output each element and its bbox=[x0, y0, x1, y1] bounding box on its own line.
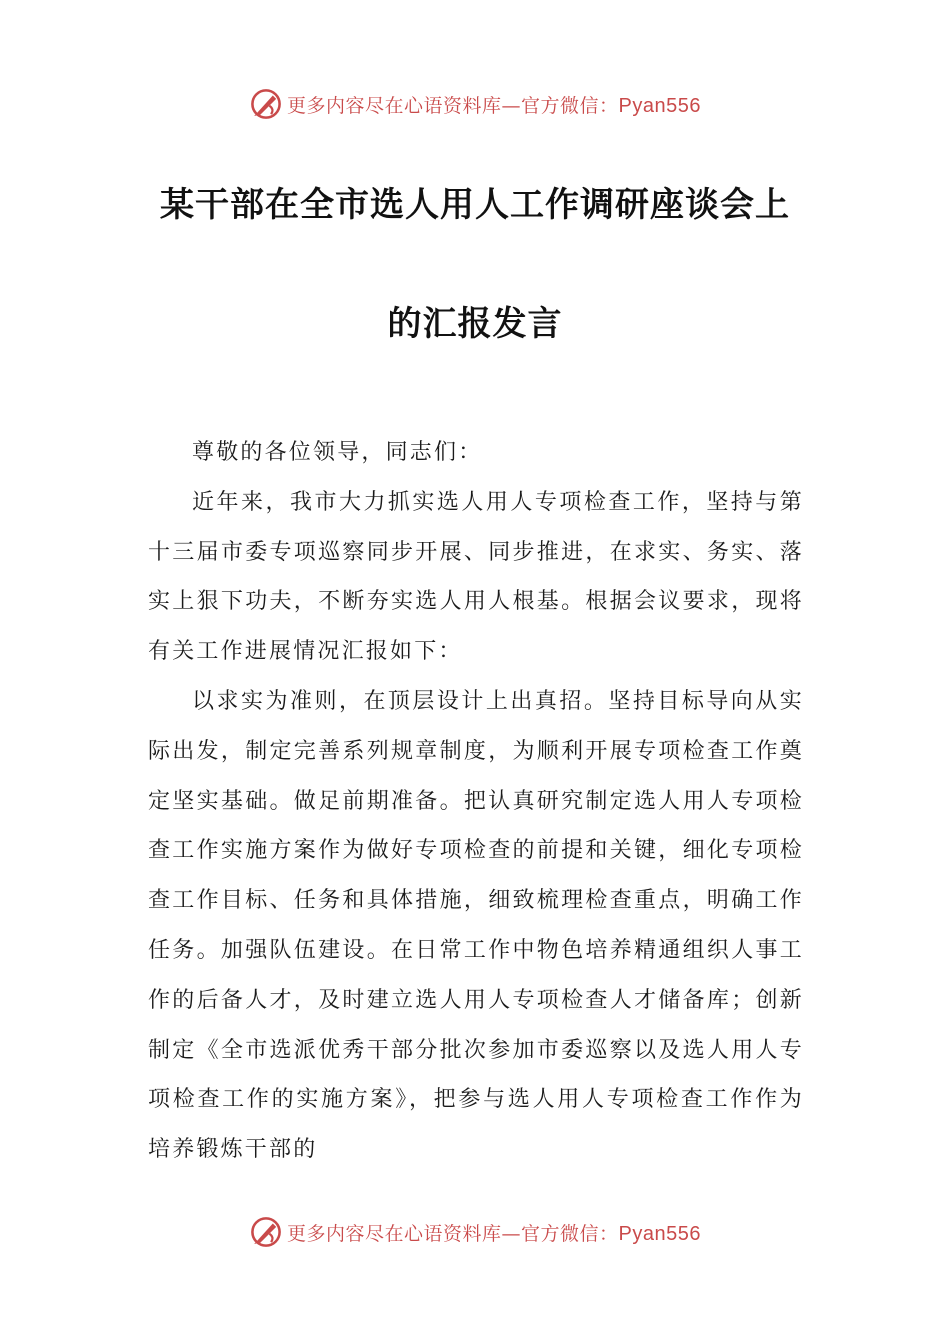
header-banner-text: 更多内容尽在心语资料库—官方微信：Pyan556 bbox=[287, 94, 701, 117]
pen-logo-icon bbox=[249, 1215, 283, 1249]
header-banner bbox=[0, 82, 950, 126]
header-wechat-id: Pyan556 bbox=[618, 94, 701, 117]
footer-banner bbox=[0, 1210, 950, 1254]
document-body bbox=[148, 428, 804, 1175]
footer-wechat-id: Pyan556 bbox=[618, 1222, 701, 1245]
document-title-line-2: 的汇报发言 bbox=[387, 304, 563, 344]
body-paragraph-1: 近年来，我市大力抓实选人用人专项检查工作，坚持与第十三届市委专项巡察同步开展、同步推进，在求实、务实、落实上狠下功夫，不断夯实选人用人根基。根据会议要求，现将有关工作进展情况汇报如下： bbox=[148, 489, 804, 665]
body-paragraph-2: 以求实为准则，在顶层设计上出真招。坚持目标导向从实际出发，制定完善系列规章制度，为顺利开展专项检查工作奠定坚实基础。做足前期准备。把认真研究制定选人用人专项检查工作实施方案作为做好专项检查的前提和关键，细化专项检查工作目标、任务和具体措施，细致梳理检查重点，明确工作任务。加强队伍建设。在日常工作中物色培养精通组织人事工作的后备人才，及时建立选人用人专项检查人才储备库；创新制定《全市选派优秀干部分批次参加市委巡察以及选人用人专项检查工作的实施方案》，把参与选人用人专项检查工作作为培养锻炼干部的 bbox=[148, 688, 804, 1163]
footer-banner-text: 更多内容尽在心语资料库—官方微信：Pyan556 bbox=[287, 1222, 701, 1245]
salutation: 尊敬的各位领导，同志们： bbox=[192, 440, 483, 465]
document-title-line-1: 某干部在全市选人用人工作调研座谈会上 bbox=[160, 185, 790, 225]
pen-logo-icon bbox=[249, 87, 283, 121]
